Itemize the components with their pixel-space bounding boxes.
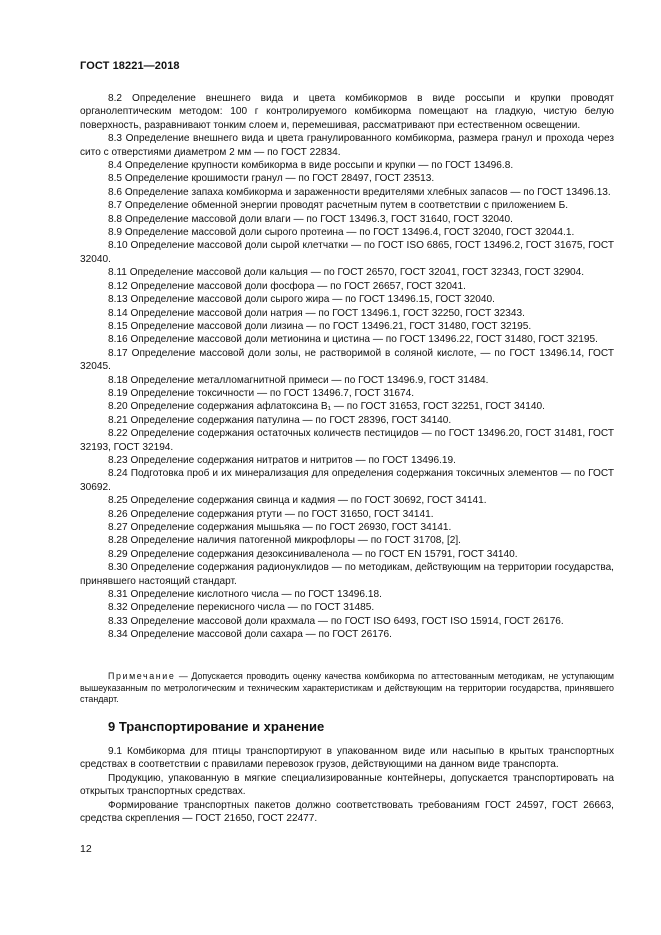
clause-8-7: 8.7 Определение обменной энергии проводят расчетным путем в соответствии с приложением Б. <box>108 200 569 212</box>
section-9-paragraph: Формирование транспортных пакетов должно соответствовать требованиям ГОСТ 24597, ГОСТ 26663, средства скрепления — ГОСТ 21650, ГОСТ 22477. <box>80 799 614 825</box>
clause-8-34: 8.34 Определение массовой доли сахара — по ГОСТ 26176. <box>108 629 392 641</box>
section-9-body <box>80 745 614 825</box>
page-number: 12 <box>80 843 92 855</box>
clause-8-18: 8.18 Определение металломагнитной примеси — по ГОСТ 13496.9, ГОСТ 31484. <box>108 374 489 386</box>
clause-8-19: 8.19 Определение токсичности — по ГОСТ 13496.7, ГОСТ 31674. <box>108 387 415 399</box>
clause-8-2: 8.2 Определение внешнего вида и цвета комбикормов в виде россыпи и крупки проводят органолептическим методом: 100 г контролируемого комбикорма помещают на гладкую, чистую белую поверхность, разравнивают тонким слоем и, перемешивая, рассматривают при естественном освещении. <box>80 93 614 131</box>
note-label: Примечание <box>108 671 176 681</box>
clause-8-20: 8.20 Определение содержания афлатоксина B₁ — по ГОСТ 31653, ГОСТ 32251, ГОСТ 34140. <box>108 401 545 413</box>
note <box>80 671 614 706</box>
clause-8-30: 8.30 Определение содержания радионуклидов — по методикам, действующим на территории государства, принявшего настоящий стандарт. <box>80 562 614 587</box>
clause-8-5: 8.5 Определение крошимости гранул — по ГОСТ 28497, ГОСТ 23513. <box>108 173 435 185</box>
clause-8-16: 8.16 Определение массовой доли метионина и цистина — по ГОСТ 13496.22, ГОСТ 31480, ГОСТ 32195. <box>108 334 598 346</box>
clause-8-26: 8.26 Определение содержания ртути — по ГОСТ 31650, ГОСТ 34141. <box>108 508 434 520</box>
note-text: — Допускается проводить оценку качества комбикорма по аттестованным методикам, не уступающим вышеуказанным по метрологическим и техническим характеристикам и действующим на территории государства, принявшего стандарт. <box>80 671 614 705</box>
clause-9-1: 9.1 Комбикорма для птицы транспортируют в упакованном виде или насыпью в крытых транспортных средствах в соответствии с правилами перевозок грузов, действующими на данном виде транспорта. <box>80 746 614 771</box>
clause-8-25: 8.25 Определение содержания свинца и кадмия — по ГОСТ 30692, ГОСТ 34141. <box>108 495 487 507</box>
clause-8-33: 8.33 Определение массовой доли крахмала — по ГОСТ ISO 6493, ГОСТ ISO 15914, ГОСТ 26176. <box>108 615 564 627</box>
clause-8-24: 8.24 Подготовка проб и их минерализация для определения содержания токсичных элементов — по ГОСТ 30692. <box>80 468 614 493</box>
clause-8-3: 8.3 Определение внешнего вида и цвета гранулированного комбикорма, размера гранул и прохода через сито с отверстиями диаметром 2 мм — по ГОСТ 22834. <box>80 133 614 158</box>
clause-8-27: 8.27 Определение содержания мышьяка — по ГОСТ 26930, ГОСТ 34141. <box>108 522 452 533</box>
clause-8-12: 8.12 Определение массовой доли фосфора — по ГОСТ 26657, ГОСТ 32041. <box>108 280 466 292</box>
clause-8-31: 8.31 Определение кислотного числа — по ГОСТ 13496.18. <box>108 589 382 601</box>
clause-8-9: 8.9 Определение массовой доли сырого протеина — по ГОСТ 13496.4, ГОСТ 32040, ГОСТ 32044.1. <box>108 227 575 239</box>
clause-8-21: 8.21 Определение содержания патулина — по ГОСТ 28396, ГОСТ 34140. <box>108 414 452 426</box>
document-header: ГОСТ 18221—2018 <box>80 60 180 72</box>
clause-8-6: 8.6 Определение запаха комбикорма и зараженности вредителями хлебных запасов — по ГОСТ 13496.13. <box>108 186 611 198</box>
clause-8-22: 8.22 Определение содержания остаточных количеств пестицидов — по ГОСТ 13496.20, ГОСТ 31481, ГОСТ 32193, ГОСТ 32194. <box>80 428 614 453</box>
section-8-body <box>80 92 614 642</box>
clause-8-32: 8.32 Определение перекисного числа — по ГОСТ 31485. <box>108 602 375 614</box>
clause-8-29: 8.29 Определение содержания дезоксиниваленола — по ГОСТ EN 15791, ГОСТ 34140. <box>108 548 518 560</box>
clause-8-15: 8.15 Определение массовой доли лизина — по ГОСТ 13496.21, ГОСТ 31480, ГОСТ 32195. <box>108 320 532 332</box>
clause-8-17: 8.17 Определение массовой доли золы, не растворимой в соляной кислоте, — по ГОСТ 13496.14, ГОСТ 32045. <box>80 347 614 373</box>
clause-8-23: 8.23 Определение содержания нитратов и нитритов — по ГОСТ 13496.19. <box>108 454 456 466</box>
clause-8-4: 8.4 Определение крупности комбикорма в виде россыпи и крупки — по ГОСТ 13496.8. <box>108 160 514 172</box>
section-9-paragraph: Продукцию, упакованную в мягкие специализированные контейнеры, допускается транспортировать на открытых транспортных средствах. <box>80 772 614 798</box>
clause-8-14: 8.14 Определение массовой доли натрия — по ГОСТ 13496.1, ГОСТ 32250, ГОСТ 32343. <box>108 307 525 319</box>
section-9-heading: 9 Транспортирование и хранение <box>108 719 325 734</box>
clause-8-8: 8.8 Определение массовой доли влаги — по ГОСТ 13496.3, ГОСТ 31640, ГОСТ 32040. <box>108 213 513 225</box>
clause-8-13: 8.13 Определение массовой доли сырого жира — по ГОСТ 13496.15, ГОСТ 32040. <box>108 294 495 306</box>
clause-8-11: 8.11 Определение массовой доли кальция — по ГОСТ 26570, ГОСТ 32041, ГОСТ 32343, ГОСТ 32904. <box>108 267 585 279</box>
clause-8-28: 8.28 Определение наличия патогенной микрофлоры — по ГОСТ 31708, [2]. <box>108 535 461 547</box>
clause-8-10: 8.10 Определение массовой доли сырой клетчатки — по ГОСТ ISO 6865, ГОСТ 13496.2, ГОСТ 31675, ГОСТ 32040. <box>80 240 614 265</box>
